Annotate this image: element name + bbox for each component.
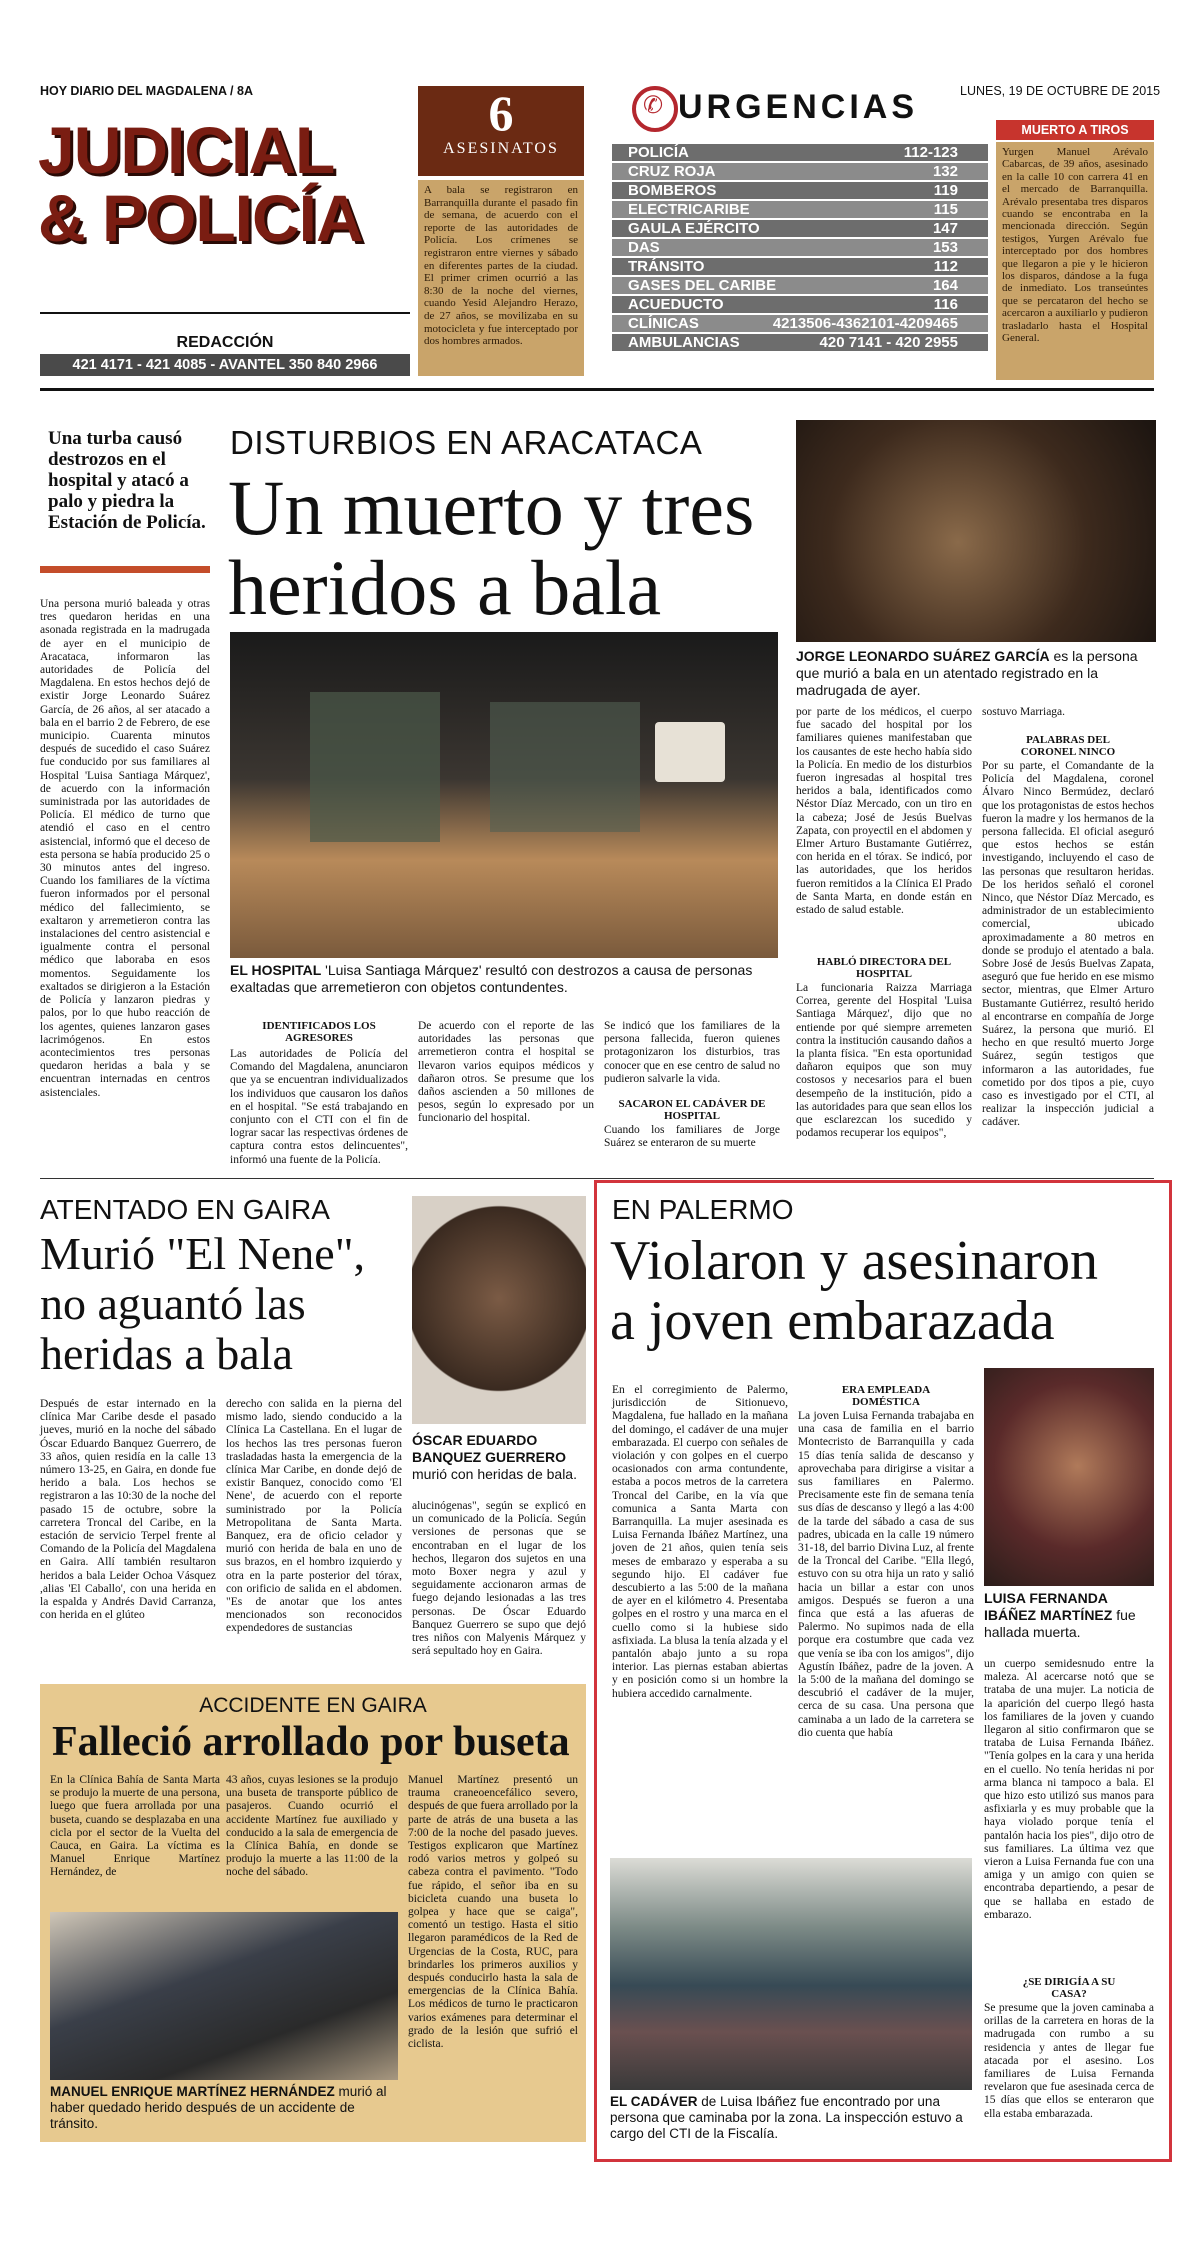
- hospital-photo: [230, 632, 778, 958]
- gaira-col2: derecho con salida en la pierna del mismo lado, siendo conducido a la Clínica La Castellana. En el lugar de los hechos las tres personas fueron trasladadas hasta la emergencia de la clínica Mar Caribe, en donde dejó de existir Banquez, conocido como 'El Nene', de acuerdo con el reporte suministrado por la Policía Metropolitana de Santa Marta. Banquez, era de oficio celador y murió con herida de bala en uno de sus brazos, en el hombro izquierdo y otra en la parte posterior del tórax, con orificio de salida en el abdomen. "Es de anotar que los antes mencionados son reconocidos expendedores de sustancias: [226, 1398, 402, 1635]
- urgencias-number: 115: [933, 201, 958, 218]
- urgencias-row: [612, 277, 988, 294]
- urgencias-row: [612, 220, 988, 237]
- urgencias-title: URGENCIAS: [678, 88, 919, 126]
- urgencias-name: CLÍNICAS: [628, 315, 699, 332]
- accident-kicker: ACCIDENTE EN GAIRA: [199, 1694, 427, 1717]
- aracataca-kicker: DISTURBIOS EN ARACATACA: [230, 424, 703, 461]
- urgencias-row: [612, 239, 988, 256]
- accident-photo-caption: [50, 2084, 400, 2132]
- aracataca-col2-wrap: [230, 1020, 408, 1170]
- palermo-cadaver-caption: [610, 2094, 972, 2142]
- phone-glyph: ✆: [643, 93, 664, 119]
- gaira-headline-2: no aguantó las: [40, 1278, 306, 1329]
- palermo-photo-caption: [984, 1590, 1154, 1641]
- redaccion-label: REDACCIÓN: [176, 334, 274, 351]
- urgencias-name: ACUEDUCTO: [628, 296, 724, 313]
- urgencias-list: [612, 144, 988, 353]
- asesinatos-text: A bala se registraron en Barranquilla durante el pasado fin de semana, de acuerdo con el reporte de las autoridades de Policía. Los crímenes se registraron entre viernes y sábado en diferentes partes de la ciudad. El primer crimen ocurrió a las 8:30 de la noche del viernes, cuando Yesid Alejandro Herazo, de 27 años, se movilizaba en su motocicleta y fue interceptado por dos hombres armados.: [418, 180, 584, 376]
- aracataca-col2: Las autoridades de Policía del Comando del Magdalena, anunciaron que ya se encuentran individualizados los individuos que causaron los daños en el hospital. "Se está trabajando en conjunto con el CTI con el fin de lograr sacar las respectivas órdenes de captura contra estos delincuentes", informó una fuente de la Policía.: [230, 1048, 408, 1166]
- window-shape: [310, 692, 440, 842]
- urgencias-row: [612, 201, 988, 218]
- urgencias-number: 153: [932, 239, 958, 256]
- subheading: SACARON EL CADÁVER DE HOSPITAL: [618, 1098, 766, 1122]
- urgencias-row: [612, 334, 988, 351]
- window-shape: [490, 702, 640, 832]
- urgencias-number: 164: [932, 277, 958, 294]
- palermo-headline-2: a joven embarazada: [610, 1290, 1055, 1352]
- urgencias-number: 4213506-4362101-4209465: [772, 315, 958, 332]
- caption-name: LUISA FERNANDA IBÁÑEZ MARTÍNEZ: [984, 1590, 1113, 1623]
- aracataca-sidebar-title: Una turba causó destrozos en el hospital y atacó a palo y piedra la Estación de Policía.: [48, 428, 206, 533]
- asesinatos-number: 6: [488, 85, 514, 141]
- section-title-line2: & POLICÍA: [38, 181, 363, 255]
- issue-date: LUNES, 19 DE OCTUBRE DE 2015: [960, 84, 1161, 98]
- aracataca-headline-2: heridos a bala: [228, 544, 662, 631]
- palermo-col3: un cuerpo semidesnudo entre la maleza. Al acercarse notó que se trataba de una mujer. La noticia de la aparición del cuerpo llegó hasta los familiares de la joven y cuando llegaron al sitio confirmaron que se trataba de Luisa Fernanda Ibáñez. "Tenía golpes en la cara y una herida en el cuello. No tenía heridas ni por arma blanca ni tampoco a bala. El que hizo esto utilizó sus manos para asfixiarla y es muy probable que la haya violado porque tenía el pantalón hacia los pies", dijo otro de sus familiares. La última vez que vieron a Luisa Fernanda fue con una amiga y un amigo con quien se encontraba departiendo, a pesar de que se hallaba en estado de embarazo.: [984, 1658, 1154, 1921]
- accident-headline: Falleció arrollado por buseta: [52, 1719, 570, 1765]
- aracataca-col6a: sostuvo Marriaga.: [982, 706, 1066, 718]
- urgencias-row: [612, 296, 988, 313]
- subheading: PALABRAS DEL CORONEL NINCO: [1020, 734, 1116, 758]
- muerto-tiros-text: Yurgen Manuel Arévalo Cabarcas, de 39 años, asesinado en la calle 10 con carrera 41 en el mercado de Barranquilla. Arévalo presentaba tres disparos cuando se encontraba en la mencionada dirección. Según testigos, Yurgen Arévalo fue interceptado por dos hombres que llegaron a pie y le hicieron los disparos, dándose a la fuga de inmediato. Los transeúntes que se percataron del hecho se acercaron a auxiliarlo y pudieron trasladarlo hasta el Hospital General.: [996, 142, 1154, 380]
- urgencias-number: 132: [932, 163, 958, 180]
- aracataca-col1: Una persona murió baleada y otras tres quedaron heridas en una asonada registrada en la madrugada de ayer en el municipio de Aracataca, informaron las autoridades de Policía del Magdalena. En estos hechos dejó de existir Jorge Leonardo Suárez García, de 26 años, al ser atacado a bala en el barrio 2 de Febrero, de ese municipio. Cuarenta minutos después de sucedido el caso Suárez fue conducido por sus familiares al Hospital 'Luisa Santiaga Márquez', de acuerdo con la información suministrada por las autoridades de Policía. El médico de turno que atendió el caso en el centro asistencial, informó que el deceso de esta persona se había producido 25 o 30 minutos antes del ingreso. Cuando los familiares de la víctima fueron informados por el personal médico del fallecimiento, se exaltaron y arremetieron contra las instalaciones del centro asistencial e igualmente contra el personal médico que laboraba en esos momentos. Seguidamente los exaltados se dirigieron a la Estación de Policía y lanzaron piedras y palos, por lo que hubo reacción de los agentes, quienes lanzaron gases lacrimógenos. En estos acontecimientos tres personas quedaron heridas a bala y se encuentran internadas en centros asistenciales.: [40, 598, 210, 1099]
- caption-name: EL HOSPITAL: [230, 962, 322, 978]
- urgencias-header: [612, 86, 988, 130]
- urgencias-name: CRUZ ROJA: [628, 163, 716, 180]
- caption-text: 'Luisa Santiaga Márquez' resultó con destrozos a causa de personas exaltadas que arremetieron con objetos contundentes.: [230, 962, 753, 995]
- subheading: ERA EMPLEADA DOMÉSTICA: [841, 1384, 931, 1408]
- urgencias-name: BOMBEROS: [628, 182, 717, 199]
- aracataca-col6: Por su parte, el Comandante de la Policía del Magdalena, coronel Álvaro Ninco Bermúdez, declaró que los protagonistas de estos hechos fueron la madre y los hermanos de la persona fallecida. El oficial aseguró que estos hechos se están investigando, incluyendo el caso de las personas que resultaron heridas. De los heridos señaló el coronel Ninco, que Néstor Díaz Mercado, es administrador de un establecimiento comercial, ubicado aproximadamente a 80 metros en donde se produjo el atentado a bala. Sobre José de Jesús Buelvas Zapata, aseguró que fue herido en ese mismo sector, mientras, que Elmer Arturo Bustamante Gutiérrez, resultó herido al encontrarse en compañía de Jorge Suárez, la persona que murió. El hecho en que resultó muerto Jorge Suárez, según testigos que informaron a las autoridades, fue cometido por dos tipos a pie, cuyo caso es investigado por el CTI, al realizar la inspección judicial a cadáver.: [982, 760, 1154, 1129]
- gaira-col3: alucinógenas", según se explicó en un comunicado de la Policía. Según versiones de personas que se encontraban en el lugar de los hechos, llegaron dos sujetos en una moto Boxer negra y azul y seguidamente accionaron armas de fuego dejando lesionadas a las tres personas. De Óscar Eduardo Banquez Guerrero se supo que dejó tres niños con Malyenis Márquez y será sepultado hoy en Gaira.: [412, 1500, 586, 1658]
- caption-text: murió al haber quedado herido después de un accidente de tránsito.: [50, 2084, 387, 2131]
- accident-photo: [50, 1912, 398, 2080]
- aracataca-col3: De acuerdo con el reporte de las autoridades las personas que arremetieron contra el hospital se llevaron varios equipos médicos y dañaron otros. Se presume que los daños ascienden a 50 millones de pesos, según lo expresado por un funcionario del hospital.: [418, 1020, 594, 1125]
- gaira-headline-3: heridas a bala: [40, 1328, 293, 1379]
- aracataca-col5: por parte de los médicos, el cuerpo fue sacado del hospital por los familiares quienes manifestaban que los causantes de este hecho había sido la Policía. En medio de los disturbios fueron ingresadas al hospital tres heridos a bala, identificados como Néstor Díaz Mercado, con un tiro en la cabeza; José de Jesús Buelvas Zapata, con proyectil en el abdomen y Elmer Arturo Bustamante Gutiérrez, con herida en el tórax. Se indicó, por las autoridades, que los heridos fueron remitidos a la Clínica El Prado de Santa Marta, en donde están en estado de salud estable.: [796, 706, 972, 917]
- subheading: IDENTIFICADOS LOS AGRESORES: [262, 1020, 376, 1044]
- caption-name: JORGE LEONARDO SUÁREZ GARCÍA: [796, 648, 1050, 664]
- urgencias-name: GAULA EJÉRCITO: [628, 220, 760, 237]
- urgencias-row: [612, 258, 988, 275]
- caption-name: EL CADÁVER: [610, 2094, 698, 2109]
- palermo-col3b: Se presume que la joven caminaba a orillas de la carretera en horas de la madrugada con rumbo a su residencia y antes de llegar fue atacada por el asesino. Los familiares de Luisa Fernanda revelaron que fue asesinada cerca de 15 días que ellos se enteraron que ella estaba embarazada.: [984, 2002, 1154, 2120]
- subheading: HABLÓ DIRECTORA DEL HOSPITAL: [816, 956, 952, 980]
- urgencias-number: 119: [933, 182, 958, 199]
- urgencias-name: AMBULANCIAS: [628, 334, 740, 351]
- palermo-kicker: EN PALERMO: [612, 1194, 794, 1225]
- urgencias-row: [612, 163, 988, 180]
- urgencias-name: POLICÍA: [628, 144, 689, 161]
- header-rule: [40, 388, 1154, 391]
- urgencias-name: TRÁNSITO: [628, 258, 705, 275]
- gaira-headline-1: Murió "El Nene",: [40, 1228, 365, 1279]
- aracataca-col5-wrap: [796, 706, 972, 1168]
- caption-name: ÓSCAR EDUARDO BANQUEZ GUERRERO: [412, 1432, 567, 1465]
- aracataca-col5b: La funcionaria Raizza Marriaga Correa, gerente del Hospital 'Luisa Santiaga Márquez', dijo que no entiende por qué siempre arremeten contra la institución causando daños a la planta física. "En esta oportunidad dañaron equipos que son muy costosos y necesarios para el buen desempeño de la institución, pido a las autoridades para que sean ellos los que esclarezcan los sucedido y podamos recuperar los equipos",: [796, 982, 972, 1140]
- victim-photo-caption: [796, 648, 1156, 699]
- urgencias-number: 112: [933, 258, 958, 275]
- gaira-kicker: ATENTADO EN GAIRA: [40, 1194, 330, 1225]
- urgencias-row: [612, 144, 988, 161]
- aracataca-col6-wrap: [982, 706, 1154, 1168]
- accent-bar: [40, 566, 210, 573]
- palermo-victim-photo: [984, 1368, 1154, 1586]
- asesinatos-label: ASESINATOS: [443, 140, 559, 157]
- divider: [40, 1178, 1154, 1179]
- caption-text: es la persona que murió a bala en un atentado registrado en la madrugada de ayer.: [796, 648, 1138, 698]
- asesinatos-box: [418, 86, 584, 176]
- caption-text: fue hallada muerta.: [984, 1607, 1136, 1640]
- gaira-photo-caption: [412, 1432, 586, 1483]
- paper-name: HOY DIARIO DEL MAGDALENA / 8A: [40, 84, 253, 98]
- light-shape: [655, 722, 725, 782]
- section-title-line1: JUDICIAL: [38, 113, 335, 187]
- subheading: ¿SE DIRIGÍA A SU CASA?: [1022, 1976, 1116, 2000]
- urgencias-number: 116: [933, 296, 958, 313]
- palermo-col3b-wrap: [984, 1976, 1154, 2152]
- accident-col2: 43 años, cuyas lesiones se la produjo una buseta de transporte público de pasajeros. Cuando ocurrió el accidente Martínez fue auxiliado y conducido a la sala de emergencia de la Clínica Bahía, en donde se produjo la muerte a las 11:00 de la noche del sábado.: [226, 1774, 398, 1879]
- urgencias-row: [612, 182, 988, 199]
- divider: [40, 312, 410, 314]
- urgencias-row: [612, 315, 988, 332]
- muerto-tiros-label: MUERTO A TIROS: [996, 120, 1154, 140]
- palermo-col1: En el corregimiento de Palermo, jurisdicción de Sitionuevo, Magdalena, fue hallado en la mañana del domingo, el cadáver de una mujer embarazada. El cuerpo con señales de violación y con golpes en el cuerpo ocasionados con arma contundente, estaba a pocos metros de la carretera Troncal del Caribe, en la vía que comunica a Santa Marta con Barranquilla. La mujer asesinada es Luisa Fernanda Ibáñez Martínez, una joven de 21 años, quien tenía seis meses de embarazo y esperaba a su segundo hijo. El cadáver fue descubierto a las 5:00 de la mañana de ayer en el kilómetro 4. Presentaba golpes en el rostro y una marca en el cuello como si la hubiese sido asfixiada. La blusa la tenía alzada y el pantalón abajo junto a su ropa interior. Las piernas estaban abiertas y en posición como si un hombre la hubiera accedido carnalmente.: [612, 1384, 788, 1700]
- redaccion-phones: 421 4171 - 421 4085 - AVANTEL 350 840 2966: [40, 354, 410, 376]
- palermo-cadaver-photo: [610, 1858, 972, 2090]
- accident-col1: En la Clínica Bahía de Santa Marta se produjo la muerte de una persona, luego que fuera arrollada por una buseta, cuando se desplazaba en una cicla por el sector de la Vuelta del Cauca, en Gaira. La víctima es Manuel Enrique Martínez Hernández, de: [50, 1774, 220, 1879]
- caption-text: murió con heridas de bala.: [412, 1466, 577, 1482]
- aracataca-col4: Se indicó que los familiares de la persona fallecida, fueron quienes protagonizaron los disturbios, tras conocer que en ese centro de salud no pudieron salvarle la vida.: [604, 1020, 780, 1085]
- urgencias-name: DAS: [628, 239, 660, 256]
- gaira-victim-photo: [412, 1196, 586, 1424]
- aracataca-col4b: Cuando los familiares de Jorge Suárez se enteraron de su muerte: [604, 1124, 780, 1150]
- hospital-photo-caption: [230, 962, 778, 996]
- urgencias-number: 112-123: [903, 144, 958, 161]
- palermo-col2-wrap: [798, 1384, 974, 1830]
- urgencias-name: GASES DEL CARIBE: [628, 277, 777, 294]
- aracataca-headline-1: Un muerto y tres: [228, 464, 755, 551]
- urgencias-name: ELECTRICARIBE: [628, 201, 750, 218]
- victim-photo: [796, 420, 1156, 642]
- accident-col3: Manuel Martínez presentó un trauma craneoencefálico severo, después de que fuera arrollado por la parte de atrás de una buseta a las 7:00 de la noche del pasado jueves. Testigos explicaron que Martínez rodó varios metros y golpeó su cabeza contra el pavimento. "Todo fue rápido, el señor iba en su bicicleta cuando una buseta lo golpea y hace que se caiga", comentó un testigo. Hasta el sitio llegaron paramédicos de la Red de Urgencias de la Costa, RUC, para brindarles los primeros auxilios y después conducirlo hasta la sala de emergencias de la Clínica Bahía. Los médicos de turno le practicaron varios exámenes para determinar el grado de la lesión que sufrió el ciclista.: [408, 1774, 578, 2051]
- aracataca-col4-wrap: [604, 1020, 780, 1170]
- phone-icon: [632, 86, 678, 132]
- caption-text: de Luisa Ibáñez fue encontrado por una persona que caminaba por la zona. La inspección estuvo a cargo del CTI de la Fiscalía.: [610, 2094, 963, 2141]
- palermo-col2: La joven Luisa Fernanda trabajaba en una casa de familia en el barrio Montecristo de Barranquilla y cada 15 días tenía salida de descanso y aprovechaba para dirigirse a visitar a sus familiares en Palermo. Precisamente este fin de semana tenía sus días de descanso y llegó a las 4:00 de la tarde del sábado a casa de sus padres, ubicada en la calle 19 número 31-18, del barrio Divina Luz, al frente de la Troncal del Caribe. "Ella llegó, estuvo con su otra hija un rato y salió hacia un billar a estar con unos amigos. Después se fueron a una finca que está a las afueras de Palermo. No supimos nada de ella porque era costumbre que cada vez que venía se iba con los amigos", dijo Agustín Ibáñez, padre de la joven. A la 5:00 de la mañana del domingo se descubrió el cadáver de la mujer, cerca de su casa. Una persona que caminaba a un lado de la carretera se dio cuenta que había: [798, 1410, 974, 1739]
- palermo-headline-1: Violaron y asesinaron: [610, 1230, 1099, 1292]
- urgencias-number: 420 7141 - 420 2955: [819, 334, 958, 351]
- caption-name: MANUEL ENRIQUE MARTÍNEZ HERNÁNDEZ: [50, 2084, 335, 2099]
- urgencias-number: 147: [932, 220, 958, 237]
- gaira-col1: Después de estar internado en la clínica Mar Caribe desde el pasado jueves, murió en la noche del sábado Óscar Eduardo Banquez Guerrero, de 33 años, quien residía en la calle 13 número 13-25, en Gaira, en donde fue herido a bala. Los hechos se registraron a las 10:30 de la noche del pasado 15 de octubre, sobre la carretera Troncal del Caribe, en la estación de servicio Terpel frente al Comando de la Policía del Magdalena en Gaira. Allí también resultaron heridos a bala Leider Ochoa Vásquez ,alias 'El Caballo', con una herida en la espalda y Andrés David Carranza, con herida en el glúteo: [40, 1398, 216, 1622]
